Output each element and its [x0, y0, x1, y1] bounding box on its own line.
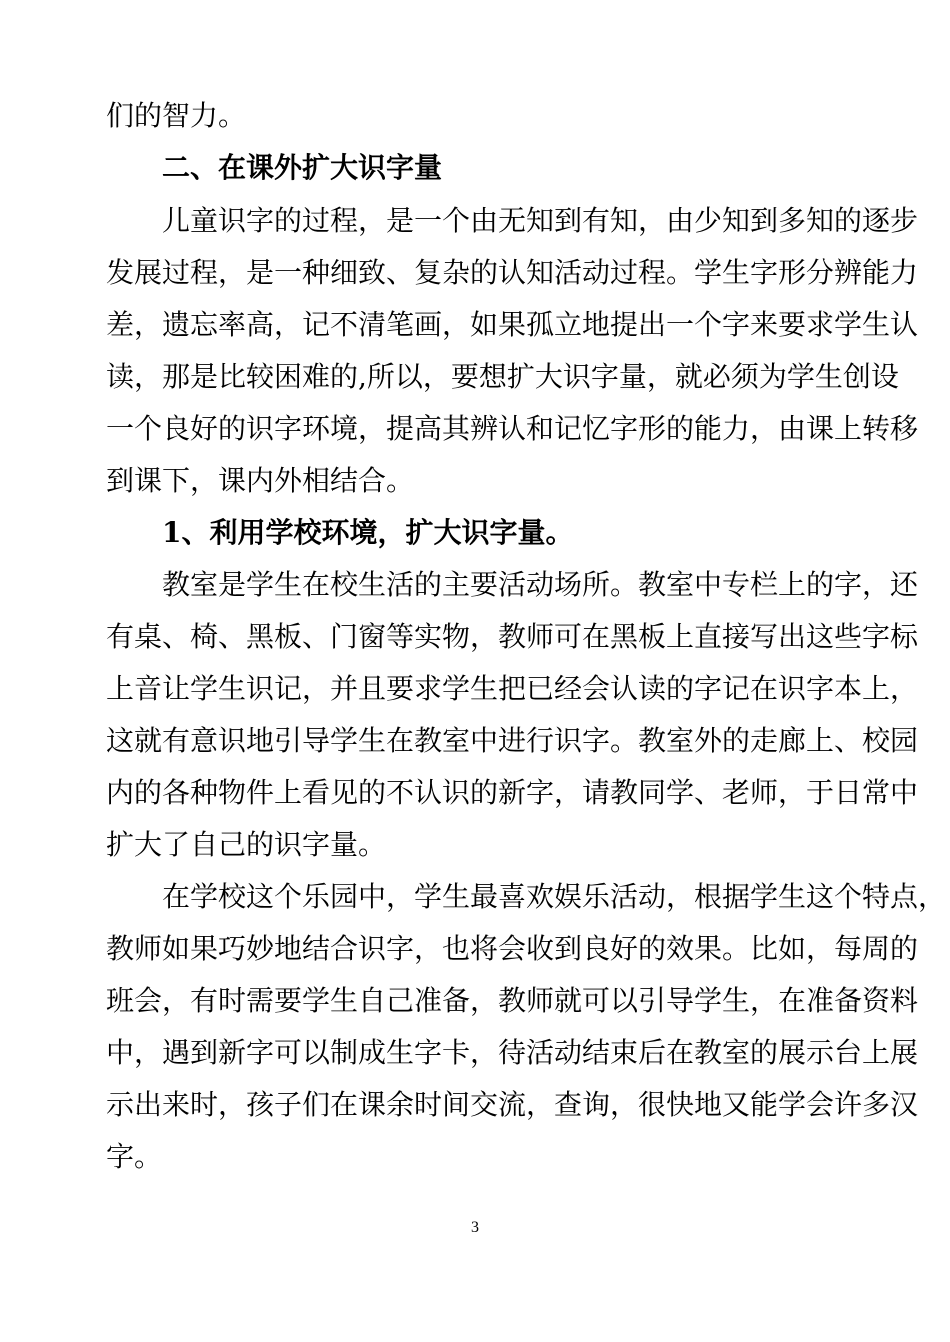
paragraph-line: 示出来时，孩子们在课余时间交流，查询，很快地又能学会许多汉 [106, 1088, 919, 1121]
paragraph-line: 中，遇到新字可以制成生字卡，待活动结束后在教室的展示台上展 [106, 1036, 919, 1069]
paragraph-line: 内的各种物件上看见的不认识的新字，请教同学、老师，于日常中 [106, 776, 919, 809]
paragraph-line: 教师如果巧妙地结合识字，也将会收到良好的效果。比如，每周的 [106, 932, 919, 965]
paragraph-line: 有桌、椅、黑板、门窗等实物，教师可在黑板上直接写出这些字标 [106, 620, 919, 653]
paragraph-line: 发展过程，是一种细致、复杂的认知活动过程。学生字形分辨能力 [106, 256, 919, 289]
paragraph-line: 一个良好的识字环境，提高其辨认和记忆字形的能力，由课上转移 [106, 412, 919, 445]
paragraph-line: 读，那是比较困难的,所以，要想扩大识字量，就必须为学生创设 [106, 360, 899, 393]
page-number: 3 [471, 1219, 479, 1236]
paragraph-line: 上音让学生识记，并且要求学生把已经会认读的字记在识字本上， [106, 672, 919, 705]
paragraph-line: 差，遗忘率高，记不清笔画，如果孤立地提出一个字来要求学生认 [106, 308, 919, 341]
paragraph-line: 班会，有时需要学生自己准备，教师就可以引导学生，在准备资料 [106, 984, 919, 1017]
paragraph-line: 扩大了自己的识字量。 [106, 828, 387, 861]
paragraph-line: 在学校这个乐园中，学生最喜欢娱乐活动，根据学生这个特点， [162, 880, 947, 913]
paragraph-line: 们的智力。 [106, 99, 247, 132]
paragraph-line: 到课下，课内外相结合。 [106, 464, 415, 497]
subsection-heading: 1、利用学校环境，扩大识字量。 [162, 516, 574, 549]
paragraph-line: 儿童识字的过程，是一个由无知到有知，由少知到多知的逐步 [162, 204, 919, 237]
paragraph-line: 这就有意识地引导学生在教室中进行识字。教室外的走廊上、校园 [106, 724, 919, 757]
section-heading: 二、在课外扩大识字量 [162, 151, 443, 184]
paragraph-line: 字。 [106, 1140, 163, 1173]
paragraph-line: 教室是学生在校生活的主要活动场所。教室中专栏上的字，还 [162, 568, 919, 601]
